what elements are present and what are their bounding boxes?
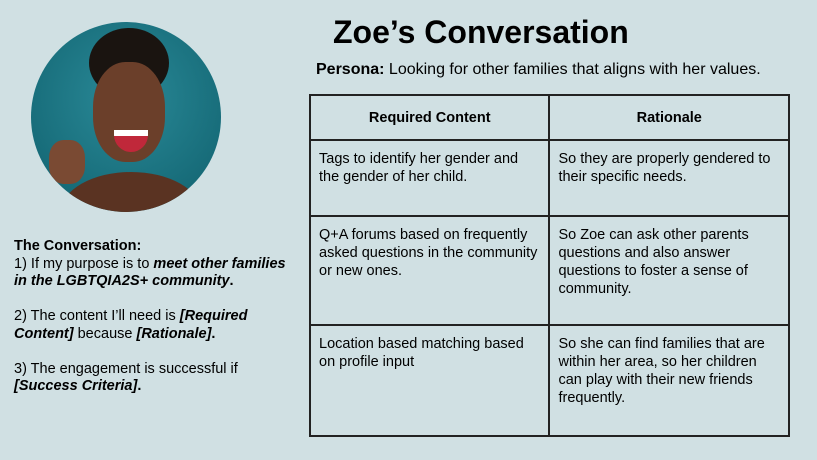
step-text: 3) The engagement is successful if: [14, 360, 238, 377]
rationale-cell: So they are properly gendered to their specific needs.: [549, 140, 789, 216]
page-title: Zoe’s Conversation: [333, 14, 629, 50]
step-emphasis: [Rationale]: [136, 325, 212, 342]
persona-label: Persona:: [316, 61, 385, 78]
photo-hand: [49, 140, 85, 184]
step-suffix: .: [137, 378, 142, 394]
table-row: [310, 216, 789, 325]
content-table: [309, 94, 790, 437]
step-emphasis: [Success Criteria]: [14, 378, 138, 394]
step-emphasis: meet other families in the LGBTQIA2S+ community: [14, 255, 286, 289]
step-emphasis: [Required Content]: [14, 308, 248, 342]
table-header-row: [310, 95, 789, 140]
rationale-cell: So Zoe can ask other parents questions and also answer questions to foster a sense of community.: [549, 216, 789, 325]
photo-body: [61, 172, 201, 212]
table-row: [310, 325, 789, 436]
required-content-cell: Tags to identify her gender and the gender of her child.: [310, 140, 549, 216]
persona-line: [316, 61, 761, 79]
conversation-block: [14, 238, 289, 413]
persona-photo: [31, 22, 221, 212]
table-row: [310, 140, 789, 216]
step-text: because: [73, 325, 137, 342]
conversation-step-1: [14, 256, 289, 291]
rationale-cell: So she can find families that are within her area, so her children can play with their new friends frequently.: [549, 325, 789, 436]
conversation-step-3: [14, 361, 289, 396]
column-header-rationale: Rationale: [549, 95, 789, 140]
step-suffix: .: [229, 273, 234, 289]
conversation-step-2: [14, 308, 289, 343]
conversation-heading: The Conversation:: [14, 238, 142, 254]
required-content-cell: Q+A forums based on frequently asked questions in the community or new ones.: [310, 216, 549, 325]
step-text: 2) The content I’ll need is: [14, 308, 180, 324]
step-suffix: .: [211, 325, 216, 342]
persona-text: Looking for other families that aligns with her values.: [388, 61, 761, 78]
required-content-cell: Location based matching based on profile input: [310, 325, 549, 436]
column-header-required-content: Required Content: [310, 95, 549, 140]
step-text: 1) If my purpose is to: [14, 255, 154, 272]
